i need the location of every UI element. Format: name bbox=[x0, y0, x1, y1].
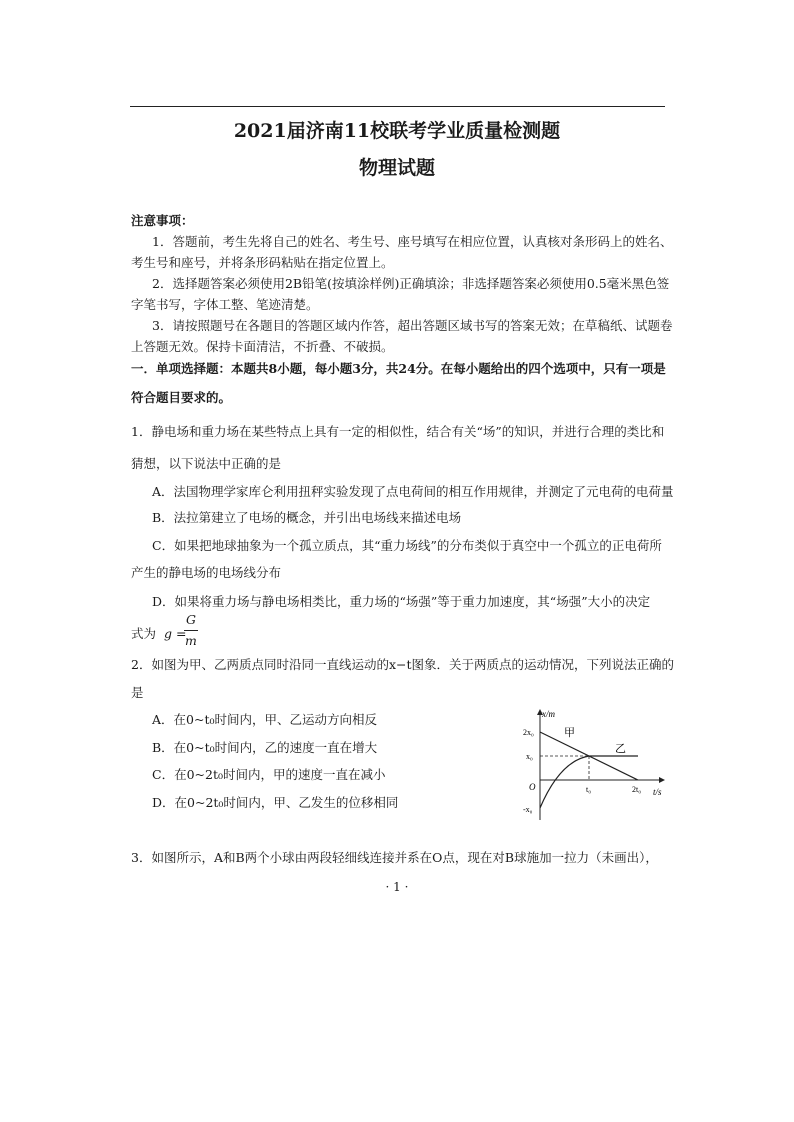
q2-option-a: A．在0~t₀时间内，甲、乙运动方向相反 bbox=[152, 712, 377, 727]
x-axis-label: t/s bbox=[653, 787, 662, 797]
label-2t0: 2t₀ bbox=[632, 785, 642, 794]
page-number: · 1 · bbox=[385, 880, 409, 894]
label-t0: t₀ bbox=[586, 785, 592, 794]
note-2-line-1: 2．选择题答案必须使用2B铅笔(按填涂样例)正确填涂；非选择题答案必须使用0.5毫米黑色签 bbox=[152, 276, 670, 291]
subject-title: 物理试题 bbox=[358, 157, 435, 179]
q3-stem-line-1: 3．如图所示，A和B两个小球由两段轻细线连接并系在O点，现在对B球施加一拉力（未画出）， bbox=[131, 850, 658, 865]
label-yi: 乙 bbox=[615, 742, 626, 755]
notes-heading: 注意事项： bbox=[131, 213, 194, 228]
q2-option-b: B．在0~t₀时间内，乙的速度一直在增大 bbox=[152, 740, 378, 755]
xt-graph bbox=[520, 706, 670, 826]
q1-option-c-line-1: C．如果把地球抽象为一个孤立质点，其“重力场线”的分布类似于真空中一个孤立的正电荷所 bbox=[152, 538, 662, 553]
note-1-line-1: 1．答题前，考生先将自己的姓名、考生号、座号填写在相应位置，认真核对条形码上的姓名、 bbox=[152, 234, 673, 249]
q1-option-c-line-2: 产生的静电场的电场线分布 bbox=[131, 565, 282, 580]
formula-denominator: m bbox=[185, 633, 197, 648]
q1-stem-line-1: 1．静电场和重力场在某些特点上具有一定的相似性，结合有关“场”的知识，并进行合理的类比和 bbox=[131, 424, 665, 439]
formula-fraction-bar bbox=[184, 630, 198, 631]
q1-option-d-prefix: 式为 bbox=[131, 626, 157, 641]
q2-option-c: C．在0~2t₀时间内，甲的速度一直在减小 bbox=[152, 767, 386, 782]
label-neg-x0: -x₀ bbox=[523, 805, 533, 814]
note-3-line-1: 3．请按照题号在各题目的答题区域内作答，超出答题区域书写的答案无效；在草稿纸、试题卷 bbox=[152, 318, 673, 333]
note-3-line-2: 上答题无效。保持卡面清洁，不折叠、不破损。 bbox=[131, 339, 394, 354]
label-origin: O bbox=[529, 782, 536, 792]
q1-option-d-line-1: D．如果将重力场与静电场相类比，重力场的“场强”等于重力加速度，其“场强”大小的决定 bbox=[152, 594, 651, 609]
q2-stem-line-2: 是 bbox=[131, 685, 144, 700]
section-1-line-2: 符合题目要求的。 bbox=[131, 390, 232, 405]
label-x0: x₀ bbox=[526, 752, 533, 761]
note-1-line-2: 考生号和座号，并将条形码粘贴在指定位置上。 bbox=[131, 255, 394, 270]
formula-lhs: g = bbox=[164, 626, 187, 641]
q1-option-a: A．法国物理学家库仑利用扭秤实验发现了点电荷间的相互作用规律，并测定了元电荷的电荷量 bbox=[152, 484, 674, 499]
label-2x0: 2x₀ bbox=[523, 728, 534, 737]
q1-option-b: B．法拉第建立了电场的概念，并引出电场线来描述电场 bbox=[152, 510, 462, 525]
label-jia: 甲 bbox=[564, 726, 575, 739]
q1-stem-line-2: 猜想，以下说法中正确的是 bbox=[131, 456, 282, 471]
exam-title: 2021届济南11校联考学业质量检测题 bbox=[233, 120, 561, 142]
note-2-line-2: 字笔书写，字体工整、笔迹清楚。 bbox=[131, 297, 319, 312]
q2-option-d: D．在0~2t₀时间内，甲、乙发生的位移相同 bbox=[152, 795, 399, 810]
y-axis-label: x/m bbox=[542, 709, 555, 719]
header-rule bbox=[130, 106, 665, 107]
q2-stem-line-1: 2．如图为甲、乙两质点同时沿同一直线运动的x−t图象．关于两质点的运动情况，下列说法正确的 bbox=[131, 657, 675, 672]
formula-numerator: G bbox=[186, 612, 196, 627]
section-1-line-1: 一．单项选择题：本题共8小题，每小题3分，共24分。在每小题给出的四个选项中，只有一项是 bbox=[131, 361, 666, 376]
